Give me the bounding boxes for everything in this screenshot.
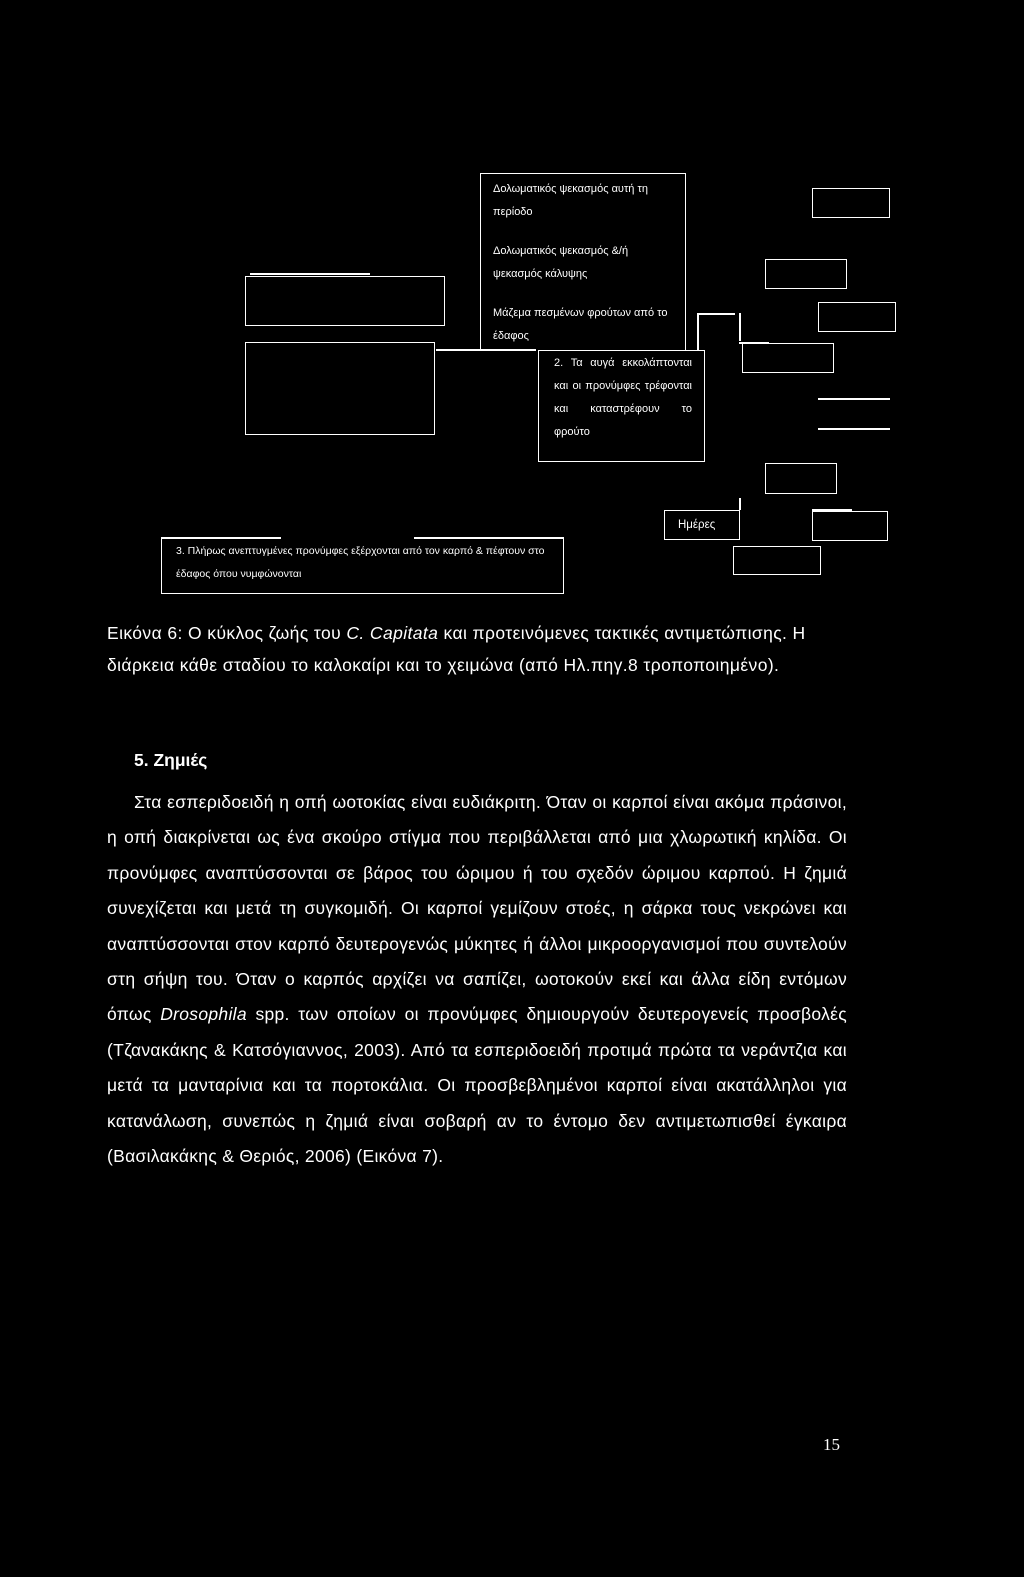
right-box-3 (818, 302, 896, 332)
connector-line (414, 537, 564, 539)
connector-line (436, 349, 536, 351)
treatment-text-3: Μάζεμα πεσμένων φρούτων από το έδαφος (493, 307, 668, 342)
body-paragraph: Στα εσπεριδοειδή η οπή ωοτοκίας είναι ευδιάκριτη. Όταν οι καρποί είναι ακόμα πράσινοι, η οπή διακρίνεται ως ένα σκούρο στίγμα που περιβάλλεται από μια χλωρωτική κηλίδα. Οι προνύμφες αναπτύσσονται σε βάρος του ώριμου ή του σχεδόν ώριμου καρπού. Η ζημιά συνεχίζεται και μετά τη συγκομιδή. Οι καρποί γεμίζουν στοές, η σάρκα τους νεκρώνει και αναπτύσσονται στον καρπό δευτερογενώς μύκητες ή άλλοι μικροοργανισμοί που συντελούν στη σήψη του. Όταν ο καρπός αρχίζει να σαπίζει, ωοτοκούν εκεί και άλλα είδη εντόμων όπως (107, 792, 847, 1025)
days-label: Ημέρες (678, 519, 716, 531)
left-box-upper (245, 276, 445, 326)
treatment-text-2: Δολωματικός ψεκασμός &/ή ψεκασμός κάλυψης (493, 245, 629, 280)
right-box-2 (765, 259, 847, 289)
left-box-lower (245, 342, 435, 435)
connector-line (818, 428, 890, 430)
body-paragraph-rest: spp. των οποίων οι προνύμφες δημιουργούν δευτερογενείς προσβολές (Τζανακάκης & Κατσόγιαννος, 2003). Από τα εσπεριδοειδή προτιμά πρώτα τα νεράντζια και μετά τα μανταρίνια και τα πορτοκάλια. Οι προσβεβλημένοι καρποί είναι ακατάλληλοι για κατανάλωση, συνεπώς η ζημιά είναι σοβαρή αν το έντομο δεν αντιμετωπισθεί έγκαιρα (Βασιλακάκης & Θεριός, 2006) (Εικόνα 7). (107, 1004, 847, 1167)
right-box-1 (812, 188, 890, 218)
connector-line (818, 398, 890, 400)
right-box-4 (742, 343, 834, 373)
connector-line (739, 342, 769, 344)
right-box-7 (733, 546, 821, 575)
right-box-6 (812, 511, 888, 541)
life-cycle-diagram (0, 0, 1024, 600)
connector-line (161, 537, 281, 539)
connector-line (697, 313, 735, 315)
page-number: 15 (823, 1435, 840, 1454)
connector-line (812, 509, 852, 511)
section-title: 5. Ζημιές (134, 750, 208, 770)
connector-line (739, 498, 741, 510)
section-body (107, 785, 847, 1174)
caption-prefix: Εικόνα 6: Ο κύκλος ζωής του (107, 623, 347, 643)
figure-caption (107, 617, 867, 681)
stage-3-text: 3. Πλήρως ανεπτυγμένες προνύμφες εξέρχονται από τον καρπό & πέφτουν στο έδαφος όπου νυμφώνονται (176, 545, 545, 580)
caption-suffix: και προτεινόμενες τακτικές αντιμετώπισης. Η διάρκεια κάθε σταδίου το καλοκαίρι και το χειμώνα (από Ηλ.πηγ.8 τροποποιημένο). (107, 623, 806, 675)
body-italic-genus: Drosophila (160, 1004, 247, 1025)
stage-2-text: 2. Τα αυγά εκκολάπτονται και οι προνύμφες τρέφονται και καταστρέφουν το φρούτο (554, 357, 692, 438)
caption-species: C. Capitata (346, 623, 439, 643)
connector-line (250, 273, 370, 275)
connector-line (739, 313, 741, 341)
connector-line (697, 313, 699, 351)
treatment-text-1: Δολωματικός ψεκασμός αυτή τη περίοδο (493, 183, 648, 218)
right-box-5 (765, 463, 837, 494)
